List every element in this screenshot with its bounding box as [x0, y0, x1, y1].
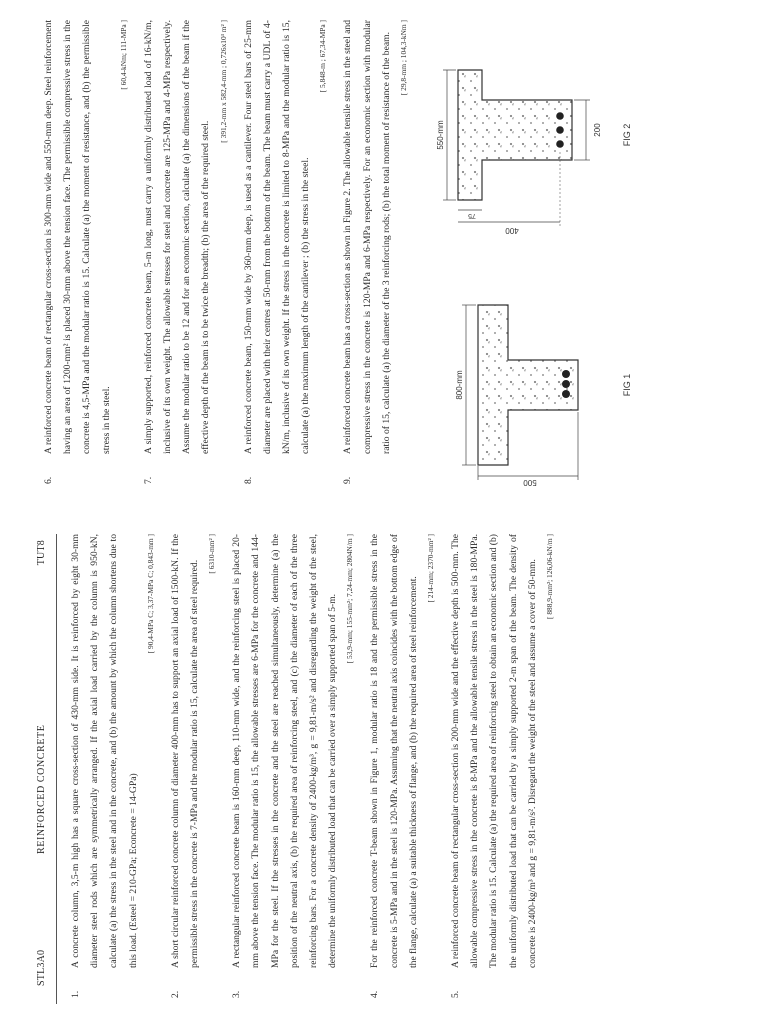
problem-number: 7.	[142, 476, 154, 484]
document-title: REINFORCED CONCRETE	[36, 724, 47, 854]
problem-answer: [ 391,2-mm x 582,4-mm ; 0,726x10³ m² ]	[218, 20, 228, 143]
problem-8	[239, 20, 330, 490]
problem-number: 6.	[43, 476, 54, 484]
problem-5	[446, 534, 556, 1004]
rebar-dot	[556, 126, 564, 134]
figure-2-t-beam	[436, 70, 632, 235]
problem-text: A reinforced concrete beam of rectangular cross-section is 200-mm wide and the effective depth is 500-mm. The allowable compressive stress in the concrete is 8-MPa and the allowable tensile stress in the steel is 180-MPa. The modular ratio is 15. Calculate (a) the required area of reinforcing steel to obtain an economic section and (b) the uniformly distributed load that can be carried by a simply supported 2-m span of the beam. The density of concrete is 2400-kg/m³ and g = 9,81-m/s². Disregard the weight of the steel and assume a cover of 50-mm.	[450, 534, 538, 968]
rebar-dot	[562, 390, 570, 398]
problem-3	[227, 534, 356, 1004]
figure-1-caption: FIG 1	[622, 373, 633, 397]
problem-answer: [ 53,9-mm; 155-mm²; 7,24-mm; 2804N/m ]	[345, 534, 355, 664]
problem-number: 4.	[369, 990, 381, 998]
problem-number: 1.	[70, 990, 81, 998]
fig2-depth-label: 400	[505, 226, 519, 235]
rebar-dot	[562, 380, 570, 388]
course-code: STL3A0	[36, 949, 47, 986]
problem-text: For the reinforced concrete T-beam shown in Figure 1, modular ratio is 18 and the permissible stress in the concrete is 5-MPa and in the steel is 120-MPa. Assuming that the neutral axis coincides with the bottom edge of the flange, calculate (a) a suitable thickness of flange, and (b) the required area of steel reinforcement.	[369, 534, 419, 968]
right-column	[30, 20, 670, 490]
fig2-web-width-label: 200	[593, 123, 603, 137]
problem-answer: [ 60,4-kNm; 111-MPa ]	[118, 20, 128, 90]
figure-1-t-beam	[455, 305, 632, 487]
problem-9	[338, 20, 410, 490]
problem-number: 8.	[242, 476, 254, 484]
problem-number: 9.	[342, 476, 354, 484]
problem-answer: [ 5,848-m ; 67,34-MPa ]	[318, 20, 328, 93]
problem-text: A reinforced concrete beam has a cross-section as shown in Figure 2. The allowable tensile stress in the steel and compressive stress in the concrete is 120-MPa and 6-MPa respectively. For an economic section with modular ratio of 15, calculate (a) the diameter of the 3 reinforcing rods; (b) the total moment of resistance of the beam.	[342, 20, 392, 454]
figure-2-caption: FIG 2	[622, 123, 633, 147]
problem-text: A short circular reinforced concrete column of diameter 400-mm has to support an axial load of 1500-kN. If the permissible stress in the concrete is 7-MPa and the modular ratio is 15, calculate the area of steel required.	[169, 534, 201, 968]
problem-number: 2.	[169, 990, 181, 998]
problem-number: 5.	[450, 990, 462, 998]
page-header	[30, 534, 57, 1004]
problem-answer: [ 214-mm; 2370-mm² ]	[426, 534, 436, 603]
fig1-width-label: 800-mm	[455, 370, 465, 400]
rebar-dot	[556, 112, 564, 120]
problem-text: A reinforced concrete beam of rectangular cross-section is 300-mm wide and 550-mm deep. Steel reinforcement having an area of 1200-mm² is placed 30-mm above the tension face. The permissible compressive stress in the concrete is 4,5-MPa and the modular ratio is 15. Calculate (a) the moment of resistance, and (b) the permissible stress in the steel.	[43, 20, 112, 454]
problem-text: A concrete column, 3,5-m high has a square cross-section of 430-mm side. It is reinforced by eight 30-mm diameter steel rods which are symmetrically arranged. If the axial load carried by the column is 950-kN, calculate (a) the stress in the steel and in the concrete, and (b) the amount by which the column shortens due to this load. (Esteel = 210-GPa; Econcrete = 14-GPa)	[70, 534, 139, 968]
problem-number: 3.	[231, 990, 243, 998]
problem-2	[166, 534, 218, 1004]
rebar-dot	[562, 370, 570, 378]
problem-answer: [ 90,4-MPa C; 3,37-MPa C; 0,843-mm ]	[145, 534, 155, 654]
problem-1	[66, 534, 157, 1004]
problem-text: A simply supported, reinforced concrete beam, 5-m long, must carry a uniformly distributed load of 16-kN/m, inclusive of its own weight. The allowable stresses for steel and concrete are 125-MPa and 4-MPa respectively. Assume the modular ratio to be 12 and for an economic section, calculate (a) the dimensions of the beam if the effective depth of the beam is to be twice the breadth; (b) the area of the required steel.	[142, 20, 212, 454]
fig2-width-label: 550-mm	[436, 120, 446, 150]
problem-text: A rectangular reinforced concrete beam is 160-mm deep, 110-mm wide, and the reinforcing steel is placed 20-mm above the tension face. The modular ratio is 15, the allowable stresses are 6-MPa for the concrete and 144-MPa for the steel. If the stresses in the concrete and the steel are reached simultaneously, determine (a) the position of the neutral axis, (b) the required area of reinforcing steel, and (c) the diameter of each of the three reinforcing bars. For a concrete density of 2400-kg/m³, g = 9,81-m/s² and disregarding the weight of the steel, determine the uniformly distributed load that can be carried over a simply supported span of 5-m.	[231, 534, 339, 968]
fig1-depth-label: 500	[523, 478, 537, 487]
problem-text: A reinforced concrete beam, 150-mm wide by 360-mm deep, is used as a cantilever. Four steel bars of 25-mm diameter are placed with their centres at 50-mm from the bottom of the beam. The beam must carry a UDL of 4-kN/m, inclusive of its own weight. If the stress in the concrete is limited to 8-MPa and the modular ratio is 15, calculate (a) the maximum length of the cantilever ; (b) the stress in the steel.	[242, 20, 312, 454]
fig2-flange-thickness-label: 75	[468, 212, 476, 219]
tutorial-number: TUT8	[36, 540, 47, 566]
problem-answer: [ 29,8-mm ; 104,3-kNm ]	[399, 20, 409, 96]
rebar-dot	[556, 140, 564, 148]
problem-4	[365, 534, 437, 1004]
left-column	[30, 534, 556, 1004]
figures-area	[420, 20, 670, 490]
figures-drawing	[420, 20, 670, 490]
problem-answer: [ 6310-mm² ]	[207, 534, 217, 574]
problem-7	[139, 20, 230, 490]
problem-6	[39, 20, 130, 490]
problem-answer: [ 888,9-mm²; 126,06-kN/m ]	[545, 534, 555, 619]
